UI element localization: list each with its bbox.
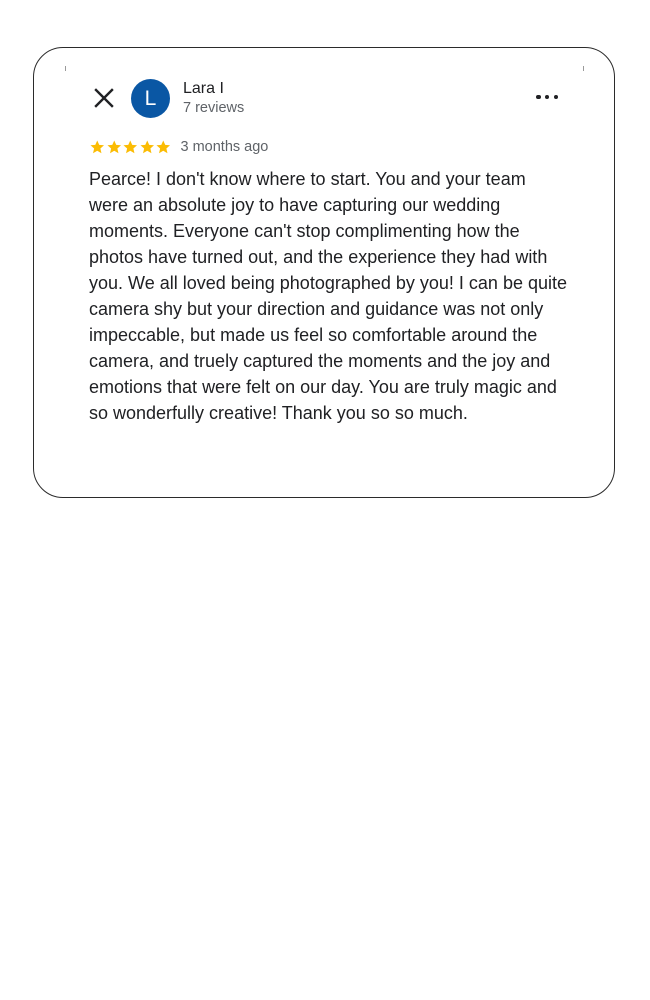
avatar[interactable]	[131, 79, 170, 118]
more-horizontal-icon	[536, 95, 541, 100]
corner-mark	[65, 66, 66, 71]
star-rating	[89, 139, 172, 155]
star-icon	[122, 139, 139, 155]
review-date: 3 months ago	[180, 139, 269, 155]
star-icon	[155, 139, 172, 155]
more-horizontal-icon	[554, 95, 559, 100]
author-review-count: 7 reviews	[183, 100, 245, 116]
review-text: Pearce! I don't know where to start. You and your team were an absolute joy to have capturing our wedding moments. Everyone can't stop complimenting how the photos have turned out, and the experience they had with you. We all loved being photographed by you! I can be quite camera shy but your direction and guidance was not only impeccable, but made us feel so comfortable around the camera, and truely captured the moments and the joy and emotions that were felt on our day. You are truly magic and so wonderfully creative! Thank you so so much.	[89, 169, 568, 423]
close-icon	[92, 86, 116, 110]
star-icon	[89, 139, 106, 155]
corner-mark	[583, 66, 584, 71]
author-name[interactable]: Lara I	[183, 80, 224, 97]
star-icon	[139, 139, 156, 155]
more-options-button[interactable]	[536, 88, 558, 106]
star-icon	[106, 139, 123, 155]
close-button[interactable]	[92, 86, 116, 110]
more-horizontal-icon	[545, 95, 550, 100]
rating-row	[89, 137, 268, 157]
review-card	[33, 47, 615, 498]
avatar-initial: L	[144, 87, 157, 110]
